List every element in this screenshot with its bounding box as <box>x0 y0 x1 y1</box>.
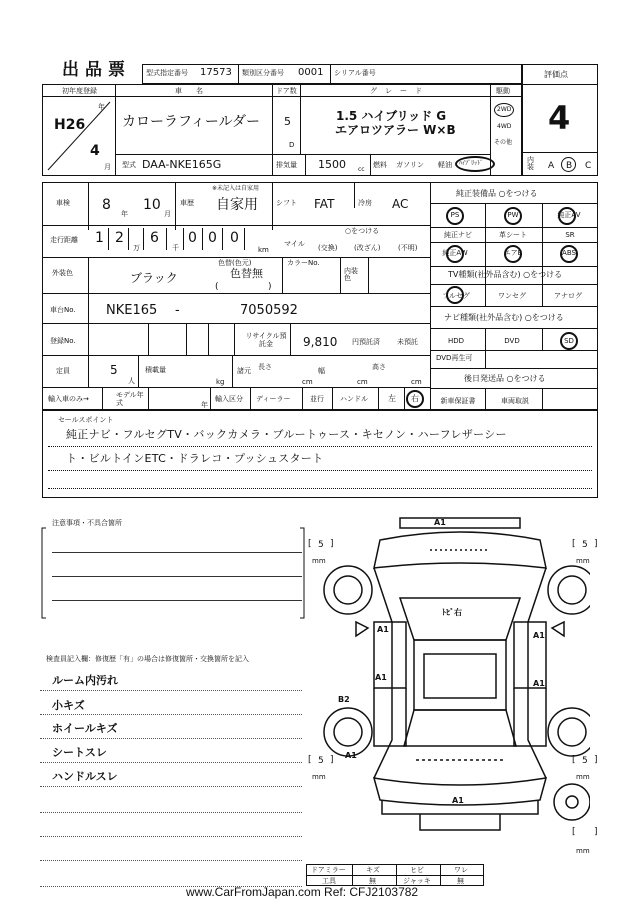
sales-points-line1: 純正ナビ・フルセグTV・バックカメラ・ブルートゥース・キセノン・ハーフレザーシー <box>66 428 507 441</box>
width-cm: cm <box>357 378 368 386</box>
navi-dvd: DVD <box>504 337 520 345</box>
fuel-light-oil: 軽油 <box>438 161 452 169</box>
katashiki-value: 17573 <box>200 67 232 78</box>
mark-left-quarter: B2 <box>338 695 350 704</box>
serial-label: シリアル番号 <box>334 69 376 77</box>
tv-oneseg: ワンセグ <box>498 292 526 300</box>
after-manual: 車両取説 <box>501 397 529 405</box>
tire-front-right-open: [ <box>572 539 576 549</box>
hyoka-label: 評価点 <box>544 70 568 79</box>
color-change-label: 色替(色元) <box>218 259 252 267</box>
spare-tire-close: ] <box>594 827 598 837</box>
mileage-digit-2: 2 <box>115 230 124 246</box>
mileage-sen: 千 <box>172 244 179 252</box>
legend-mirror: ドアミラー <box>311 866 346 874</box>
capacity-unit: 人 <box>128 377 135 385</box>
shaken-month: 10 <box>143 197 161 213</box>
recycle-paid: 円預託済 <box>352 338 380 346</box>
reg-no-label: 登録No. <box>50 337 76 345</box>
interior-grade-b: B <box>566 161 573 171</box>
footer-watermark[interactable]: www.CarFromJapan.com Ref: CFJ2103782 <box>186 885 419 899</box>
tire-rear-left-open: [ <box>308 755 312 765</box>
after-title: 後日発送品 ○をつける <box>464 374 546 383</box>
mark-left-front-door: A1 <box>377 625 389 634</box>
grade-label: グレード <box>370 87 430 95</box>
tire-rear-right-mm: mm <box>576 773 590 781</box>
height-label: 高さ <box>372 363 386 371</box>
tire-front-right: 5 <box>582 540 588 550</box>
displacement-value: 1500 <box>318 158 346 171</box>
recycle-unpaid: 未預託 <box>397 338 418 346</box>
recycle-value: 9,810 <box>303 335 338 349</box>
legend-jack: ジャッキ <box>403 877 431 885</box>
color-no-label: カラーNo. <box>287 259 320 267</box>
handle-left: 左 <box>388 394 396 403</box>
fuel-gasoline: ガソリン <box>396 161 424 169</box>
exterior-label: 外装色 <box>52 269 73 277</box>
aircon-label: 冷房 <box>358 199 372 207</box>
shaken-tsuki: 月 <box>164 210 171 218</box>
import-type-label: 輸入区分 <box>215 395 243 403</box>
usage-label: 車歴 <box>180 199 194 207</box>
drive-2wd: 2WD <box>497 106 512 113</box>
spare-tire-open: [ <box>572 827 576 837</box>
mileage-man: 万 <box>133 244 140 252</box>
height-cm: cm <box>411 378 422 386</box>
opt-navi: 純正ナビ <box>444 231 472 239</box>
mark-windshield: ﾄﾋﾞ右 <box>442 608 462 617</box>
tire-rear-left-mm: mm <box>312 773 326 781</box>
first-reg-month: 4 <box>90 143 100 159</box>
import-parallel: 並行 <box>310 395 324 403</box>
notes-bracket <box>38 524 308 624</box>
displacement-unit: cc <box>358 166 365 173</box>
car-name: カローラフィールダー <box>122 114 261 130</box>
color-change-value: 色替無 <box>230 267 263 280</box>
first-reg-label: 初年度登録 <box>62 87 97 95</box>
model-label: 型式 <box>122 161 136 169</box>
drive-other: その他 <box>494 139 513 146</box>
tire-front-right-mm: mm <box>576 557 590 565</box>
interior-grade-label: 内装 <box>527 156 534 171</box>
inspector-item-1: ルーム内汚れ <box>52 674 118 687</box>
header-id-box <box>142 64 522 84</box>
chassis-prefix: NKE165 <box>106 303 158 318</box>
mark-right-front-door: A1 <box>533 631 545 640</box>
month-unit: 月 <box>104 163 111 171</box>
mileage-digit-5: 0 <box>208 230 217 246</box>
chassis-number: 7050592 <box>240 303 298 318</box>
mileage-digit-3: 6 <box>150 230 159 246</box>
opt-av: 純正AV <box>557 211 581 219</box>
interior-grade-c: C <box>585 161 592 171</box>
genuine-title: 純正装備品 ○をつける <box>456 189 538 198</box>
tire-front-left-mm: mm <box>312 557 326 565</box>
inspector-label: 検査員記入欄：修復歴「有」の場合は修復箇所・交換箇所を記入 <box>46 655 249 663</box>
katashiki-label: 型式指定番号 <box>146 69 188 77</box>
mile-label: マイル <box>284 240 305 248</box>
tire-rear-right-open: [ <box>572 755 576 765</box>
inspector-item-3: ホイールキズ <box>52 722 118 735</box>
width-label: 幅 <box>318 367 325 375</box>
tire-front-left-close: ] <box>330 539 334 549</box>
meter-circle-note: ○をつける <box>345 227 380 235</box>
legend-break: ワレ <box>454 866 468 874</box>
inspector-item-2: 小キズ <box>52 699 85 712</box>
tire-rear-left: 5 <box>318 756 324 766</box>
tv-title: TV種類(社外品含む) ○をつける <box>448 270 563 279</box>
meter-unknown: (不明) <box>398 244 418 252</box>
chassis-label: 車台No. <box>50 306 76 314</box>
mileage-digit-1: 1 <box>95 230 104 246</box>
usage-value: 自家用 <box>216 197 258 213</box>
inspector-item-5: ハンドルスレ <box>52 770 118 783</box>
drive-4wd: 4WD <box>497 123 512 130</box>
ruibetsu-label: 類別区分番号 <box>242 69 284 77</box>
capacity-value: 5 <box>110 363 118 377</box>
legend-scratch: キズ <box>366 866 380 874</box>
load-kg: kg <box>216 378 225 386</box>
mark-rear-bumper: A1 <box>452 796 464 805</box>
doors-unit: D <box>289 141 295 149</box>
grade-line2: エアロツアラー W×B <box>335 123 456 137</box>
drive-label: 駆動 <box>496 87 510 95</box>
navi-hdd: HDD <box>447 337 465 345</box>
meter-modified: (改ざん) <box>354 244 381 252</box>
exterior-value: ブラック <box>130 271 178 285</box>
tire-front-left: 5 <box>318 540 324 550</box>
after-warranty: 新車保証書 <box>440 397 476 405</box>
handle-right: 右 <box>411 394 419 403</box>
opt-aw: 純正AW <box>442 249 468 257</box>
opt-leather: 革シート <box>499 231 527 239</box>
usage-note: ※未記入は自家用 <box>212 185 260 192</box>
year-unit: 年 <box>98 103 105 111</box>
length-cm: cm <box>302 378 313 386</box>
sales-points-line2: ト・ビルトインETC・ドラレコ・プッシュスタート <box>66 452 324 465</box>
form-title: 出品票 <box>62 60 131 80</box>
dims-label: 諸元 <box>237 367 251 375</box>
shift-label: シフト <box>276 199 297 207</box>
grade-line1: 1.5 ハイブリッド G <box>336 109 447 123</box>
interior-color-label: 内装色 <box>344 267 358 282</box>
handle-label: ハンドル <box>340 395 368 403</box>
mark-right-rear-door: A1 <box>533 679 545 688</box>
mileage-digit-6: 0 <box>230 230 239 246</box>
shaken-label: 車検 <box>56 199 70 207</box>
load-label: 積載量 <box>145 366 166 374</box>
mark-left-rear-door: A1 <box>375 673 387 682</box>
tv-fullseg: フルセグ <box>442 292 470 300</box>
legend-jack-value: 無 <box>457 877 464 885</box>
doors-label: ドア数 <box>276 87 297 95</box>
ruibetsu-value: 0001 <box>298 67 324 78</box>
navi-sd: SD <box>564 337 574 345</box>
opt-airbag: エアB <box>503 249 523 257</box>
spare-tire-mm: mm <box>576 847 590 855</box>
doors-value: 5 <box>284 115 291 128</box>
model-year-nen: 年 <box>201 401 208 409</box>
shift-value: FAT <box>314 197 335 211</box>
length-label: 長さ <box>258 363 272 371</box>
legend-tools-value: 無 <box>369 877 376 885</box>
recycle-label: リサイクル預託金 <box>245 332 287 349</box>
shaken-nen: 年 <box>121 210 128 218</box>
legend-crack: ヒビ <box>410 866 424 874</box>
fuel-label: 燃料 <box>373 161 387 169</box>
meter-exchange: (交換) <box>318 244 338 252</box>
opt-pw: PW <box>507 211 519 219</box>
dvd-playable-label: DVD再生可 <box>436 354 473 362</box>
opt-sr: SR <box>565 231 575 239</box>
tv-analog: アナログ <box>554 292 582 300</box>
import-label: 輸入車のみ→ <box>48 395 89 403</box>
mileage-label: 走行距離 <box>50 236 78 244</box>
capacity-label: 定員 <box>56 367 70 375</box>
tire-rear-left-close: ] <box>330 755 334 765</box>
legend-tools: 工具 <box>322 877 336 885</box>
first-reg-era: H26 <box>54 117 86 133</box>
chassis-dash: - <box>175 303 180 318</box>
opt-abs: ABS <box>562 249 576 257</box>
mark-front-bumper: A1 <box>434 518 446 527</box>
import-dealer: ディーラー <box>256 395 291 403</box>
mileage-km: km <box>258 246 269 254</box>
inspector-item-4: シートスレ <box>52 746 107 759</box>
score-value: 4 <box>548 99 571 137</box>
aircon-value: AC <box>392 197 409 211</box>
tire-rear-right-close: ] <box>594 755 598 765</box>
notes-label: 注意事項・不具合箇所 <box>52 519 122 527</box>
tire-front-right-close: ] <box>594 539 598 549</box>
mileage-digit-4: 0 <box>188 230 197 246</box>
displacement-label: 排気量 <box>276 161 297 169</box>
sales-points-label: セールスポイント <box>58 416 114 424</box>
model-value: DAA-NKE165G <box>142 158 222 171</box>
mark-left-rear-wheel: A1 <box>345 751 357 760</box>
tire-rear-right: 5 <box>582 756 588 766</box>
shaken-year: 8 <box>102 197 111 213</box>
opt-ps: PS <box>450 211 460 219</box>
interior-grade-a: A <box>548 161 555 171</box>
car-name-label: 車名 <box>175 87 217 95</box>
navi-title: ナビ種類(社外品含む) ○をつける <box>444 313 564 322</box>
tire-front-left-open: [ <box>308 539 312 549</box>
fuel-hybrid: ﾊｲﾌﾞﾘｯﾄﾞ <box>459 160 484 167</box>
model-year-label: モデル年式 <box>116 391 144 407</box>
